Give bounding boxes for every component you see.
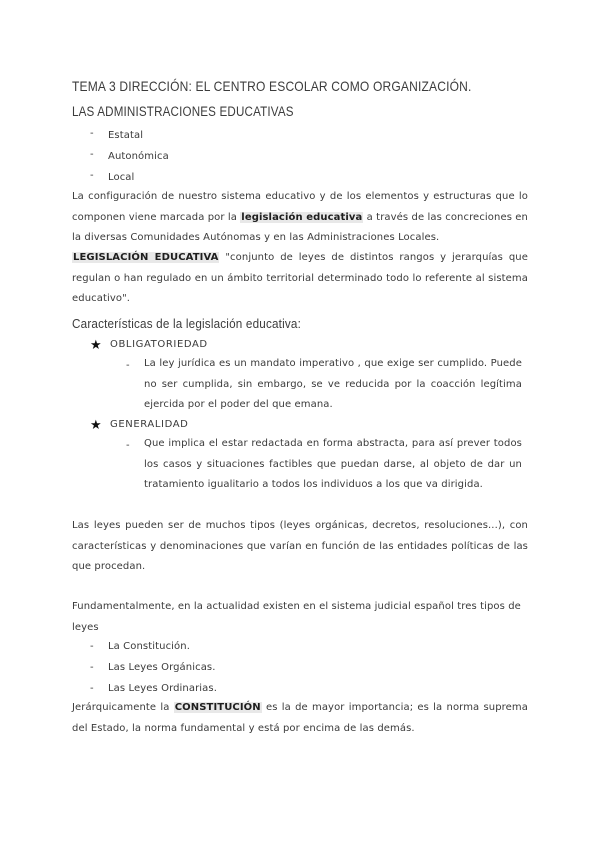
constitution-paragraph [72, 698, 528, 739]
list-item: Estatal [108, 130, 144, 141]
characteristic-text: La ley jurídica es un mandato imperativo , que exige ser cumplido. Puede no ser cumplida, sin embargo, se ve reducida por la coacción legítima ejercida por el poder del que emana. [144, 358, 522, 410]
list-item: La Constitución. [108, 641, 190, 652]
bullet-dash: - [90, 662, 94, 673]
intro-text: La configuración de nuestro sistema educativo y de los elementos y estructuras que lo componen viene marcada por la [72, 191, 528, 223]
bullet-dash: - [90, 683, 94, 694]
laws-paragraph: Las leyes pueden ser de muchos tipos (leyes orgánicas, decretos, resoluciones...), con características y denominaciones que varían en función de las entidades políticas de las que procedan. [72, 520, 528, 572]
list-item: Autonómica [108, 151, 169, 162]
bullet-dash: - [90, 149, 94, 160]
bullet-dash: - [90, 170, 94, 181]
bullet-dash: - [90, 128, 94, 139]
list-item: Las Leyes Orgánicas. [108, 662, 216, 673]
constitution-text: Jerárquicamente la [72, 702, 174, 713]
definition-term: LEGISLACIÓN EDUCATIVA [73, 252, 219, 263]
bullet-dash: - [126, 360, 130, 371]
section-heading-administrations: LAS ADMINISTRACIONES EDUCATIVAS [72, 104, 294, 119]
definition-text: "conjunto de leyes de distintos rangos y jerarquías que regulan o han regulado en un ámbito territorial determinado todo lo referente al sistema educativo". [72, 252, 528, 304]
highlight-legislacion: legislación educativa [241, 211, 363, 223]
definition-paragraph [72, 248, 528, 310]
page-title: TEMA 3 DIRECCIÓN: EL CENTRO ESCOLAR COMO ORGANIZACIÓN. [72, 78, 472, 94]
intro-text-end: a través de las concreciones en la diversas Comunidades Autónomas y en las Administraciones Locales. [72, 211, 528, 243]
star-bullet-icon: ★ [90, 338, 102, 353]
list-item: Local [108, 172, 135, 183]
bullet-dash: - [126, 440, 130, 451]
section-heading-characteristics: Características de la legislación educativa: [72, 316, 302, 331]
characteristic-label: GENERALIDAD [110, 419, 189, 430]
highlight-constitucion: CONSTITUCIÓN [174, 702, 261, 713]
characteristic-label: OBLIGATORIEDAD [110, 339, 208, 350]
characteristic-text: Que implica el estar redactada en forma abstracta, para así prever todos los casos y situaciones factibles que puedan darse, al objeto de dar un tratamiento igualitario a todos los individuos a los que va dirigida. [144, 438, 522, 490]
bullet-dash: - [90, 641, 94, 652]
constitution-text-end: es la de mayor importancia; es la norma suprema del Estado, la norma fundamental y está por encima de las demás. [72, 702, 528, 734]
law-types-intro: Fundamentalmente, en la actualidad existen en el sistema judicial español tres tipos de leyes [72, 601, 521, 633]
intro-paragraph [72, 187, 528, 249]
list-item: Las Leyes Ordinarias. [108, 683, 217, 694]
star-bullet-icon: ★ [90, 418, 102, 433]
